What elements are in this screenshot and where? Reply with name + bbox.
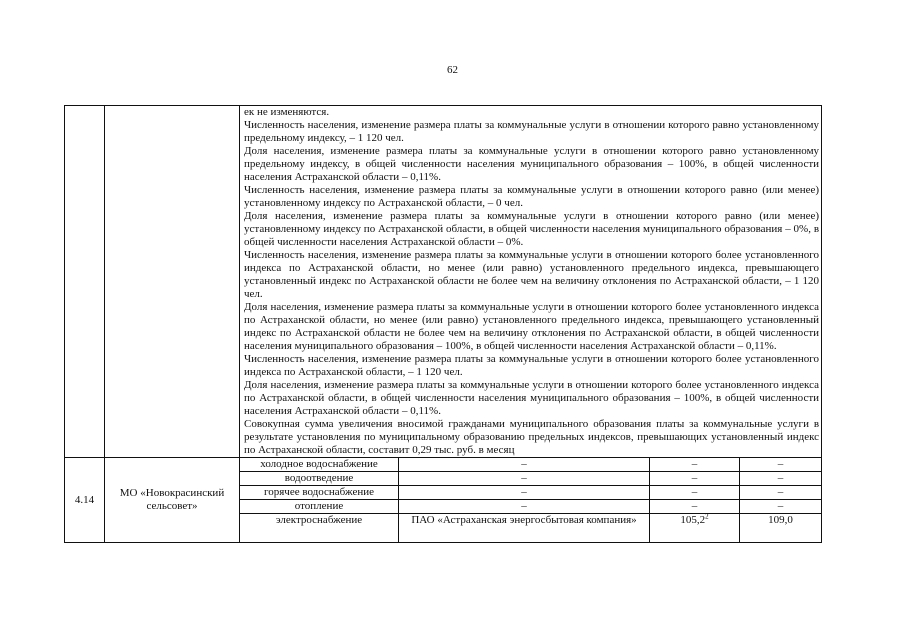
limit-value: –: [740, 500, 822, 514]
service-name: горячее водоснабжение: [240, 486, 399, 500]
indices-table: [64, 105, 822, 543]
paragraph: Доля населения, изменение размера платы за коммунальные услуги в отношении которого равно установленному предельному индексу, в общей численности населения муниципального образования – 100%, в общей численности населения Астраханской области – 0,11%.: [244, 145, 820, 183]
municipality-cell-empty: [105, 106, 240, 458]
limit-value: –: [740, 486, 822, 500]
paragraph: Численность населения, изменение размера платы за коммунальные услуги в отношении которого более установленного индекса по Астраханской области, – 1 120 чел.: [244, 353, 820, 378]
paragraph: Численность населения, изменение размера платы за коммунальные услуги в отношении которого более установленного индекса по Астраханской области, но менее (или равно) установленного предельного индекса, превышающего установленный индекс по Астраханской области не более чем на величину отклонения по Астраханской области, – 1 120 чел.: [244, 249, 820, 300]
page-number: 62: [447, 64, 458, 76]
service-name: электроснабжение: [240, 514, 399, 543]
limit-value: 109,0: [740, 514, 822, 543]
limit-value: –: [740, 472, 822, 486]
index-value: –: [650, 500, 740, 514]
index-value: –: [650, 486, 740, 500]
paragraph: Доля населения, изменение размера платы за коммунальные услуги в отношении которого более установленного индекса по Астраханской области, но менее (или равно) установленного предельного индекса, превышающего установленный индекс по Астраханской области не более чем на величину отклонения по Астраханской области, в общей численности населения муниципального образования – 100%, в общей численности населения Астраханской области – 0,11%.: [244, 301, 820, 352]
provider-name: –: [399, 500, 650, 514]
paragraph: Доля населения, изменение размера платы за коммунальные услуги в отношении которого равно (или менее) установленному индексу по Астраханской области, в общей численности населения муниципального образования – 0%, в общей численности населения Астраханской области – 0%.: [244, 210, 820, 248]
paragraph: Доля населения, изменение размера платы за коммунальные услуги в отношении которого более установленного индекса по Астраханской области, в общей численности населения муниципального образования – 100%, в общей численности населения Астраханской области – 0,11%.: [244, 379, 820, 417]
service-name: холодное водоснабжение: [240, 458, 399, 472]
description-cell: [240, 106, 822, 458]
municipality-name: МО «Новокрасинский сельсовет»: [105, 458, 240, 543]
provider-name: –: [399, 472, 650, 486]
provider-name: –: [399, 458, 650, 472]
index-value: [650, 514, 740, 543]
service-name: отопление: [240, 500, 399, 514]
index-value: –: [650, 458, 740, 472]
entry-number: 4.14: [65, 458, 105, 543]
paragraph: Численность населения, изменение размера платы за коммунальные услуги в отношении которого равно установленному предельному индексу, – 1 120 чел.: [244, 119, 820, 144]
paragraph: Совокупная сумма увеличения вносимой гражданами муниципального образования платы за коммунальные услуги в результате установления по муниципальному образованию предельных индексов, превышающих установленный индекс по Астраханской области, составит 0,29 тыс. руб. в месяц: [244, 418, 820, 456]
limit-value: –: [740, 458, 822, 472]
provider-name: ПАО «Астраханская энергосбытовая компания»: [399, 514, 650, 543]
continuation-row: [65, 106, 822, 458]
table-row: [65, 458, 822, 472]
paragraph: Численность населения, изменение размера платы за коммунальные услуги в отношении которого равно (или менее) установленному индексу по Астраханской области, – 0 чел.: [244, 184, 820, 209]
provider-name: –: [399, 486, 650, 500]
index-number: 105,2: [680, 514, 706, 526]
index-value: –: [650, 472, 740, 486]
service-name: водоотведение: [240, 472, 399, 486]
number-cell-empty: [65, 106, 105, 458]
footnote-marker: 2: [705, 512, 709, 521]
paragraph: ек не изменяются.: [244, 106, 330, 118]
